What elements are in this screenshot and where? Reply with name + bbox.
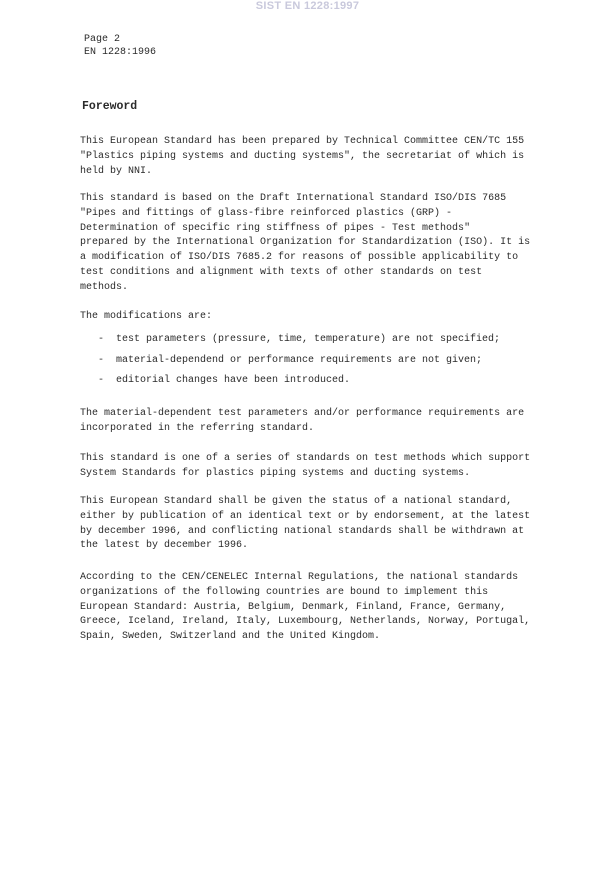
list-item [98,355,500,376]
paragraph-basis: This standard is based on the Draft International Standard ISO/DIS 7685 "Pipes and fittings of glass-fibre reinforced plastics (GRP) - Determination of specific ring stiffness of pipes - Test methods" prepared by the International Organization for Standardization (ISO). It is a modification of ISO/DIS 7685.2 for reasons of possible applicability to test conditions and alignment with texts of other standards on test methods. [80,193,531,293]
paragraph-status: This European Standard shall be given the status of a national standard, either by publication of an identical text or by endorsement, at the latest by december 1996, and conflicting national standards shall be withdrawn at the latest by december 1996. [80,496,531,552]
paragraph-material-dependent: The material-dependent test parameters and/or performance requirements are incorporated in the referring standard. [80,408,525,434]
list-marker: - [98,375,105,386]
list-item-text: test parameters (pressure, time, temperature) are not specified; [116,334,501,345]
list-item-text: material-dependend or performance requirements are not given; [116,354,483,366]
section-title: Foreword [82,100,138,113]
watermark: SIST EN 1228:1997 [255,0,360,12]
list-item [98,334,500,355]
modifications-list [98,334,500,396]
page-number: Page 2 [84,34,121,45]
standard-reference: EN 1228:1996 [84,47,157,58]
list-item [98,375,500,396]
page-header [84,33,156,59]
list-marker: - [98,354,105,366]
list-item-text: editorial changes have been introduced. [116,375,351,386]
list-marker: - [98,334,105,345]
paragraph-series: This standard is one of a series of standards on test methods which support System Standards for plastics piping systems and ducting systems. [80,453,531,479]
paragraph-modifications-intro: The modifications are: [80,311,213,322]
paragraph-committee: This European Standard has been prepared by Technical Committee CEN/TC 155 "Plastics piping systems and ducting systems", the secretariat of which is held by NNI. [80,136,525,177]
paragraph-regulations: According to the CEN/CENELEC Internal Regulations, the national standards organizations of the following countries are bound to implement this European Standard: Austria, Belgium, Denmark, Finland, France, Germany, Greece, Iceland, Ireland, Italy, Luxembourg, Netherlands, Norway, Portugal, Spain, Sweden, Switzerland and the United Kingdom. [80,572,531,643]
